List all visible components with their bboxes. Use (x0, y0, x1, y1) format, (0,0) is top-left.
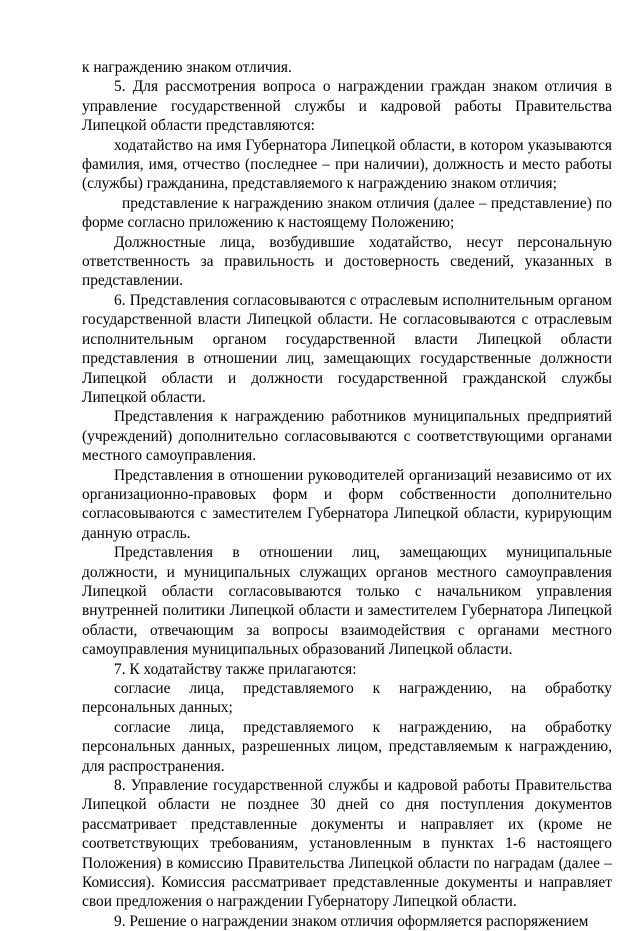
paragraph-consent-distribution: согласие лица, представляемого к награждению, на обработку персональных данных, разрешенных лицом, представляемым к награждению, для распространения. (82, 718, 612, 775)
paragraph-item-7: 7. К ходатайству также прилагаются: (114, 660, 357, 678)
paragraph-consent-personal-data: согласие лица, представляемого к награждению, на обработку персональных данных; (82, 680, 612, 717)
paragraph-municipal-enterprises: Представления к награждению работников муниципальных предприятий (учреждений) дополнительно согласовываются с соответствующими органами местного самоуправления. (82, 408, 612, 465)
paragraph-item-9: 9. Решение о награждении знаком отличия оформляется распоряжением (114, 912, 589, 930)
paragraph-organization-heads: Представления в отношении руководителей организаций независимо от их организационно-правовых форм и форм собственности дополнительно согласовываются с заместителем Губернатора Липецкой области, курирующим данную отрасль. (82, 466, 612, 542)
paragraph-responsibility: Должностные лица, возбудившие ходатайство, несут персональную ответственность за правильность и достоверность сведений, указанных в представлении. (82, 233, 612, 290)
paragraph-submission-form: представление к награждению знаком отличия (далее – представление) по форме согласно приложению к настоящему Положению; (82, 194, 612, 232)
paragraph-petition: ходатайство на имя Губернатора Липецкой области, в котором указываются фамилия, имя, отчество (последнее – при наличии), должность и место работы (службы) гражданина, представляемого к награждению знаком отличия; (82, 136, 612, 193)
paragraph-item-5: 5. Для рассмотрения вопроса о награждении граждан знаком отличия в управление государственной службы и кадровой работы Правительства Липецкой области представляются: (82, 78, 612, 135)
paragraph-continuation: к награждению знаком отличия. (82, 59, 292, 76)
paragraph-item-8: 8. Управление государственной службы и кадровой работы Правительства Липецкой области не позднее 30 дней со дня поступления документов рассматривает представленные документы и направляет их (кроме не соответствующих требованиям, установленным в пунктах 1-6 настоящего Положения) в комиссию Правительства Липецкой области по наградам (далее – Комиссия). Комиссия рассматривает представленные документы и направляет свои предложения о награждении Губернатору Липецкой области. (82, 777, 612, 911)
paragraph-municipal-officials: Представления в отношении лиц, замещающих муниципальные должности, и муниципальных служащих органов местного самоуправления Липецкой области согласовываются только с начальником управления внутренней политики Липецкой области и заместителем Губернатора Липецкой области, отвечающим за вопросы взаимодействия с органами местного самоуправления муниципальных образований Липецкой области. (82, 544, 612, 659)
paragraph-item-6: 6. Представления согласовываются с отраслевым исполнительным органом государственной власти Липецкой области. Не согласовываются с отраслевым исполнительным органом государственной власти Липецкой области представления в отношении лиц, замещающих государственные должности Липецкой области и должности государственной гражданской службы Липецкой области. (82, 291, 612, 406)
